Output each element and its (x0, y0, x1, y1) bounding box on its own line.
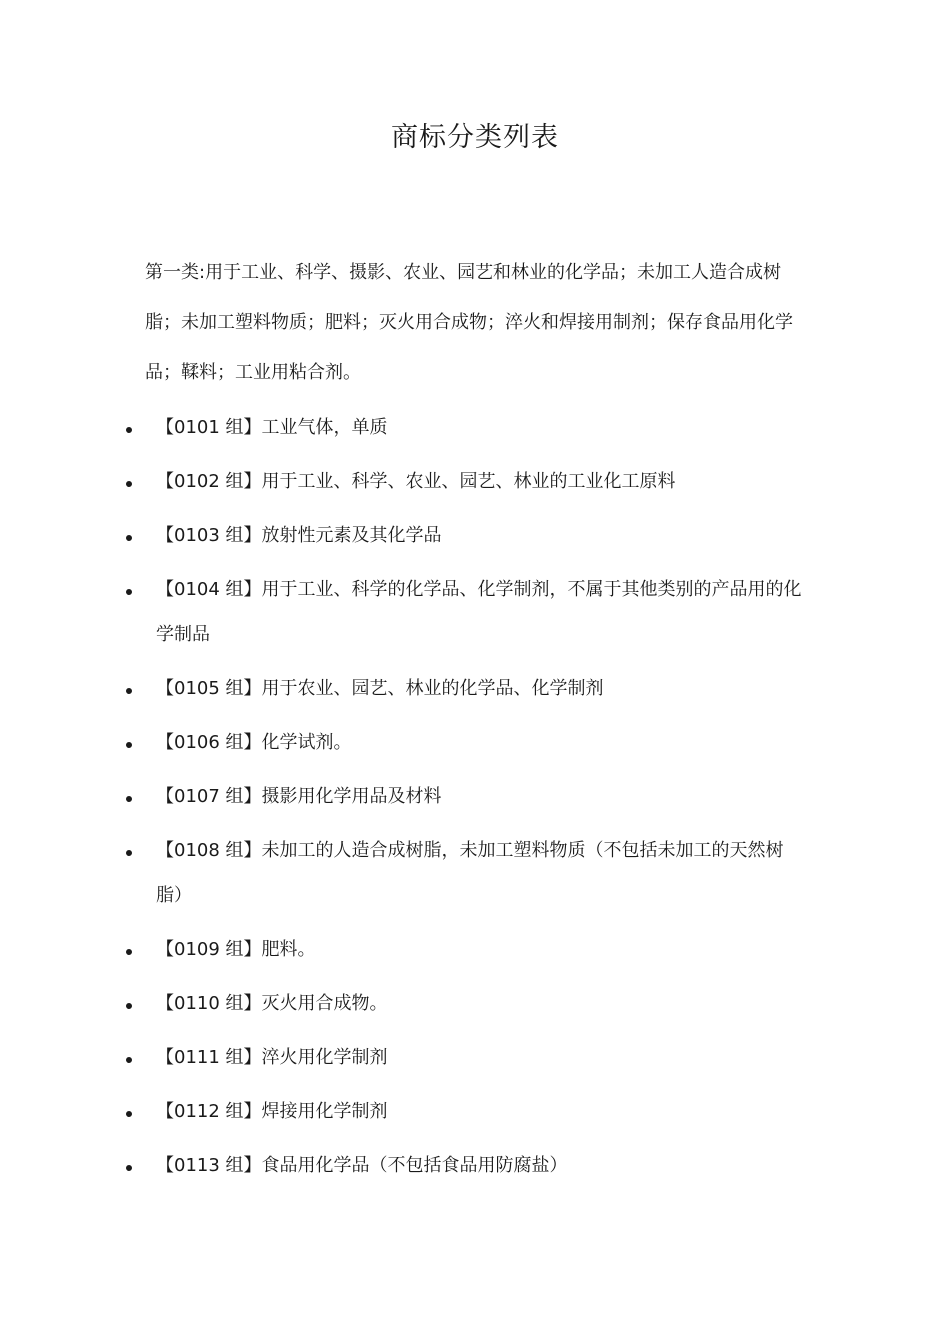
list-item (0, 405, 808, 450)
list-item (0, 927, 808, 972)
bullet-icon (126, 1111, 132, 1117)
bullet-icon (126, 427, 132, 433)
list-item (0, 459, 808, 504)
group-text: 【0109 组】肥料。 (156, 939, 316, 960)
list-item (0, 666, 808, 711)
list-item (0, 567, 808, 657)
list-item (0, 981, 808, 1026)
list-item (0, 1089, 808, 1134)
group-text: 【0101 组】工业气体，单质 (156, 417, 388, 438)
bullet-icon (126, 688, 132, 694)
list-item (0, 1143, 808, 1188)
list-item (0, 774, 808, 819)
group-text: 【0110 组】灭火用合成物。 (156, 993, 388, 1014)
list-item (0, 828, 808, 918)
bullet-icon (126, 796, 132, 802)
bullet-icon (126, 850, 132, 856)
group-text: 【0105 组】用于农业、园艺、林业的化学品、化学制剂 (156, 678, 604, 699)
bullet-icon (126, 1057, 132, 1063)
page-title: 商标分类列表 (391, 122, 559, 153)
group-text: 【0102 组】用于工业、科学、农业、园艺、林业的工业化工原料 (156, 471, 676, 492)
list-item (0, 513, 808, 558)
list-item (0, 720, 808, 765)
bullet-icon (126, 949, 132, 955)
group-list (0, 405, 950, 1197)
group-text: 【0113 组】食品用化学品（不包括食品用防腐盐） (156, 1155, 568, 1176)
group-text: 【0106 组】化学试剂。 (156, 732, 352, 753)
bullet-icon (126, 589, 132, 595)
bullet-icon (126, 1003, 132, 1009)
group-text: 【0108 组】未加工的人造合成树脂，未加工塑料物质（不包括未加工的天然树脂） (156, 840, 784, 906)
group-text: 【0107 组】摄影用化学用品及材料 (156, 786, 442, 807)
list-item (0, 1035, 808, 1080)
group-text: 【0111 组】淬火用化学制剂 (156, 1047, 388, 1068)
group-text: 【0112 组】焊接用化学制剂 (156, 1101, 388, 1122)
group-text: 【0103 组】放射性元素及其化学品 (156, 525, 442, 546)
bullet-icon (126, 1165, 132, 1171)
class-description: 第一类:用于工业、科学、摄影、农业、园艺和林业的化学品；未加工人造合成树脂；未加工塑料物质；肥料；灭火用合成物；淬火和焊接用制剂；保存食品用化学品；鞣料；工业用粘合剂。 (145, 262, 793, 383)
bullet-icon (126, 535, 132, 541)
group-text: 【0104 组】用于工业、科学的化学品、化学制剂，不属于其他类别的产品用的化学制品 (156, 579, 802, 645)
bullet-icon (126, 742, 132, 748)
bullet-icon (126, 481, 132, 487)
